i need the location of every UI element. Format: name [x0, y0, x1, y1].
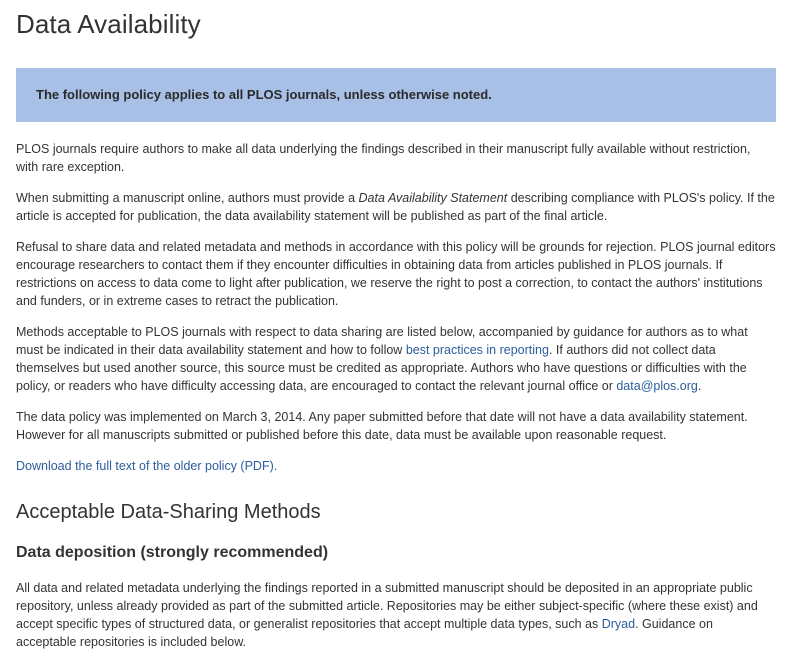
paragraph-data-deposition — [16, 579, 776, 651]
policy-notice-text: The following policy applies to all PLOS journals, unless otherwise noted. — [36, 87, 492, 102]
emphasized-term: Data Availability Statement — [358, 191, 508, 205]
paragraph-text: . Guidance on acceptable repositories is included below. — [16, 617, 713, 649]
paragraph-older-policy — [16, 457, 776, 475]
paragraph-text: When submitting a manuscript online, authors must provide a — [16, 191, 359, 205]
paragraph-text: All data and related metadata underlying the findings reported in a submitted manuscript should be deposited in an appropriate public repository, unless already provided as part of the submitted article. Repositories may be either subject-specific (where these exist) and accept specific types of structured data, or generalist repositories that accept multiple data types, such as — [16, 581, 758, 631]
paragraph-policy-implementation: The data policy was implemented on March 3, 2014. Any paper submitted before that date will not have a data availability statement. However for all manuscripts submitted or published before this date, data must be available upon reasonable request. — [16, 410, 748, 442]
paragraph-text: Methods acceptable to PLOS journals with respect to data sharing are listed below, accompanied by guidance for authors as to what must be indicated in their data availability statement and how to follow — [16, 325, 748, 357]
data-email-link[interactable]: data@plos.org — [616, 379, 698, 393]
paragraph-text: . — [273, 459, 278, 473]
paragraph-acceptable-methods — [16, 323, 776, 395]
section-title-methods: Acceptable Data-Sharing Methods — [16, 501, 321, 523]
older-policy-download-link[interactable]: Download the full text of the older policy (PDF) — [16, 459, 274, 473]
best-practices-link[interactable]: best practices in reporting — [405, 343, 549, 357]
paragraph-text: . — [697, 379, 702, 393]
policy-notice-banner — [16, 68, 776, 122]
dryad-link[interactable]: Dryad — [601, 617, 636, 631]
paragraph-data-requirement: PLOS journals require authors to make all data underlying the findings described in their manuscript fully available without restriction, with rare exception. — [16, 142, 751, 174]
paragraph-text: describing compliance with PLOS's policy. If the article is accepted for publication, the data availability statement will be published as part of the final article. — [16, 191, 775, 223]
page-title: Data Availability — [16, 9, 201, 39]
paragraph-text: . If authors did not collect data themselves but used another source, this source must be credited as appropriate. Authors who have questions or difficulties with the policy, or readers who have difficulty accessing data, are encouraged to contact the relevant journal office or — [16, 343, 747, 393]
paragraph-refusal-policy: Refusal to share data and related metadata and methods in accordance with this policy will be grounds for rejection. PLOS journal editors encourage researchers to contact them if they encounter difficulties in obtaining data from articles published in PLOS journals. If restrictions on access to data come to light after publication, we reserve the right to post a correction, to contact the authors' institutions and funders, or in extreme cases to retract the publication. — [16, 240, 776, 308]
subsection-title-deposition: Data deposition (strongly recommended) — [16, 544, 329, 561]
paragraph-data-availability-statement — [16, 189, 776, 225]
